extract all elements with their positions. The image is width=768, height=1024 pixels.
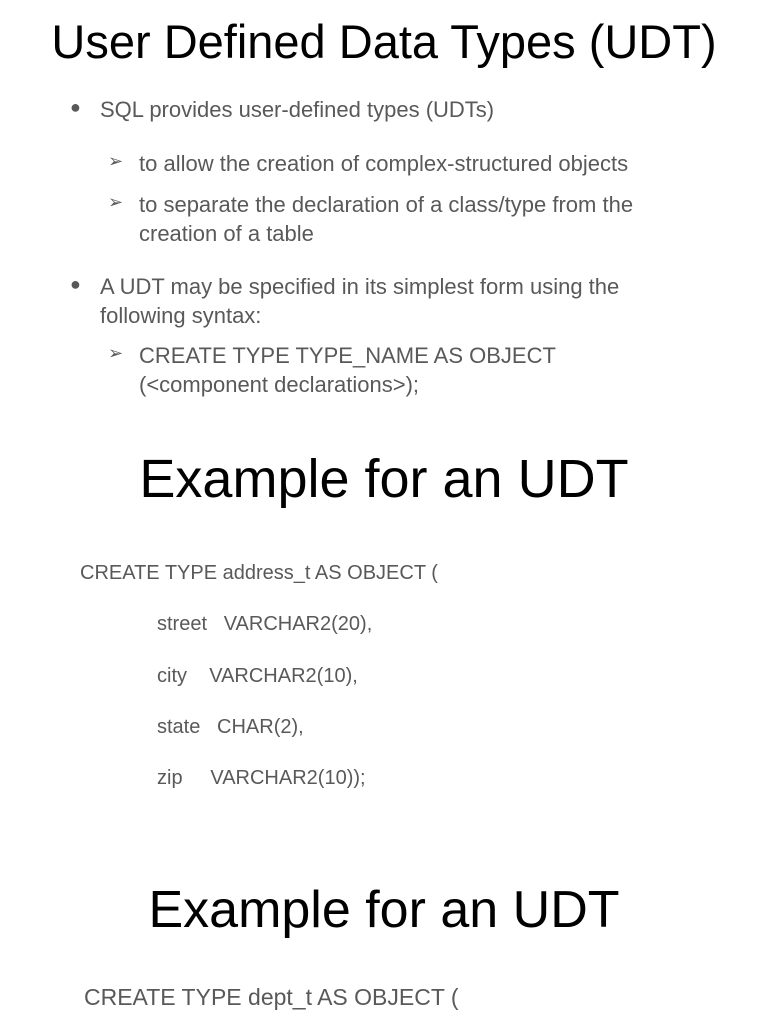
code-line: CREATE TYPE address_t AS OBJECT ( [80, 562, 438, 584]
bullet-text: A UDT may be specified in its simplest form using the following syntax: [100, 274, 620, 328]
arrow-bullet-icon: ➢ [108, 151, 124, 171]
bullet-text: SQL provides user-defined types (UDTs) [100, 97, 495, 122]
sub-bullet-text: to separate the declaration of a class/type from the creation of a table [139, 192, 634, 246]
code-line: state CHAR(2), [157, 716, 304, 738]
bullet-dot-icon: ● [70, 274, 81, 294]
code-line: CREATE TYPE dept_t AS OBJECT ( [84, 984, 459, 1010]
slide-title: User Defined Data Types (UDT) [51, 15, 717, 68]
sub-bullet-text: CREATE TYPE TYPE_NAME AS OBJECT (<component declarations>); [139, 343, 556, 397]
arrow-bullet-icon: ➢ [108, 343, 124, 363]
bullet-dot-icon: ● [70, 97, 81, 117]
slide-title: Example for an UDT [148, 881, 620, 939]
arrow-bullet-icon: ➢ [108, 192, 124, 212]
code-line: street VARCHAR2(20), [157, 613, 373, 635]
code-line: city VARCHAR2(10), [157, 665, 358, 687]
slide-title: Example for an UDT [139, 449, 629, 509]
sub-bullet-text: to allow the creation of complex-structured objects [139, 151, 629, 176]
code-line: zip VARCHAR2(10)); [157, 767, 366, 789]
